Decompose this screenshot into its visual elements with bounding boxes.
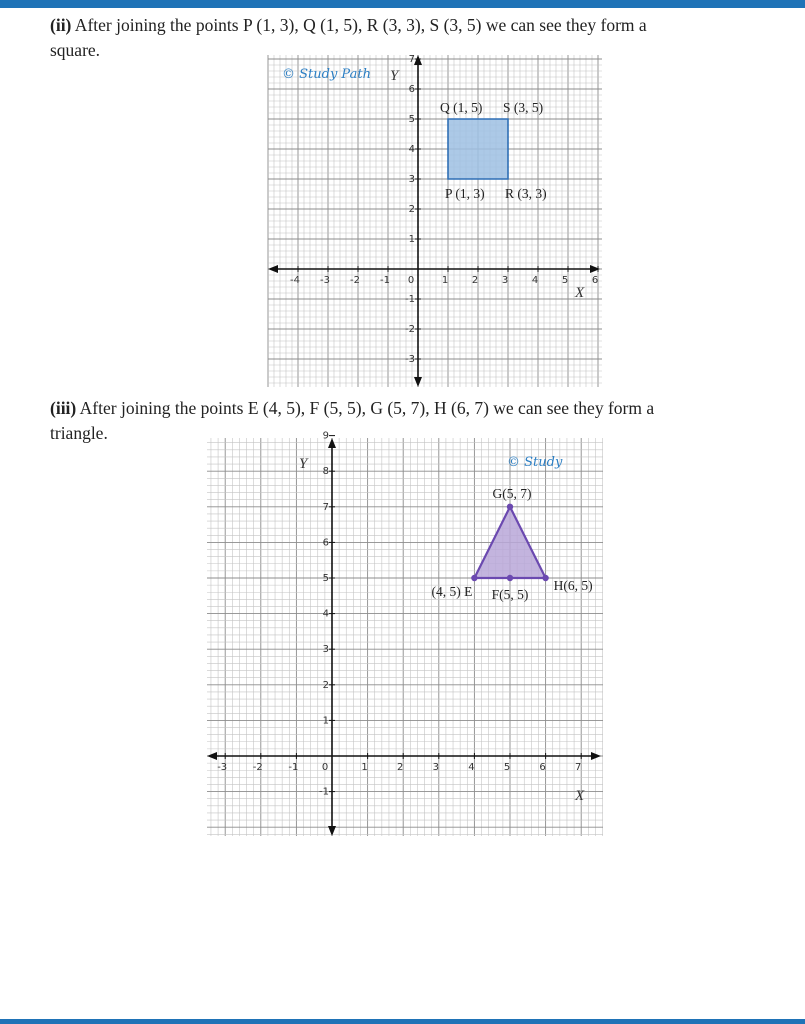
y-tick-label: 3 xyxy=(322,644,329,656)
x-tick-label: 1 xyxy=(441,275,449,286)
x-tick-label: 0 xyxy=(407,275,415,286)
x-tick-label: 5 xyxy=(561,275,569,286)
x-axis-arrow-left-icon xyxy=(207,752,217,760)
paragraph-ii-line1: After joining the points P (1, 3), Q (1, 5), R (3, 3), S (3, 5) we can see they form a xyxy=(71,15,647,35)
y-tick-label: 8 xyxy=(322,466,329,478)
x-tick-label: -3 xyxy=(217,762,228,773)
y-tick-label: 2 xyxy=(408,204,415,215)
point-label-h: H(6, 5) xyxy=(553,578,593,593)
x-tick-label: -2 xyxy=(350,275,360,286)
item-label-ii: (ii) xyxy=(50,15,72,35)
point-label-g: G(5, 7) xyxy=(492,485,532,501)
y-tick-label: 2 xyxy=(322,679,329,691)
y-axis-arrow-down-icon xyxy=(414,377,422,387)
y-tick-label: 6 xyxy=(322,537,329,549)
watermark-logo: © Study xyxy=(507,455,563,470)
y-tick-label: 7 xyxy=(408,54,415,65)
x-tick-label: 2 xyxy=(397,762,404,773)
y-axis-arrow-icon xyxy=(414,55,422,65)
x-axis-label: X xyxy=(575,285,585,301)
y-tick-label: 1 xyxy=(322,715,329,727)
x-tick-label: -2 xyxy=(252,762,263,773)
x-tick-label: 7 xyxy=(575,762,582,773)
y-tick-label: 9 xyxy=(322,430,329,442)
x-tick-label: 3 xyxy=(432,762,439,773)
x-tick-label: 6 xyxy=(539,762,546,773)
y-axis-label: Y xyxy=(390,68,399,84)
x-axis-arrow-icon xyxy=(591,752,601,760)
y-tick-label: 5 xyxy=(322,573,329,584)
bottom-brand-bar xyxy=(0,1019,805,1024)
x-tick-label: 1 xyxy=(361,762,368,773)
x-axis-arrow-left-icon xyxy=(268,265,278,273)
graph-triangle xyxy=(207,430,603,836)
y-tick-label: -2 xyxy=(405,324,415,335)
x-tick-label: -1 xyxy=(288,762,299,773)
y-tick-label: 3 xyxy=(408,174,415,185)
point-label-f: F(5, 5) xyxy=(491,587,529,602)
y-axis-label: Y xyxy=(299,456,308,472)
y-tick-label: -1 xyxy=(319,786,329,798)
x-axis-label: X xyxy=(575,788,585,804)
watermark-logo: © Study Path xyxy=(282,67,371,82)
y-tick-label: 1 xyxy=(408,234,415,245)
x-tick-label: 6 xyxy=(591,275,599,286)
point-marker-g xyxy=(507,504,513,510)
y-tick-label: 4 xyxy=(322,608,329,620)
item-label-iii: (iii) xyxy=(50,398,77,418)
x-tick-label: 0 xyxy=(321,762,329,773)
square-shape xyxy=(448,119,508,179)
y-tick-label: 7 xyxy=(322,501,329,513)
graph-square xyxy=(268,55,602,387)
point-label-s: S (3, 5) xyxy=(503,100,544,115)
x-tick-label: 5 xyxy=(503,762,511,773)
x-tick-label: 3 xyxy=(501,275,509,286)
y-tick-label: -1 xyxy=(405,294,415,305)
top-brand-bar xyxy=(0,0,805,8)
x-tick-label: -3 xyxy=(320,275,330,286)
point-label-r: R (3, 3) xyxy=(505,186,547,201)
x-tick-label: -1 xyxy=(380,275,390,286)
paragraph-ii-line2: square. xyxy=(50,40,101,60)
paragraph-iii-line2: triangle. xyxy=(50,423,108,443)
point-label-e: (4, 5) E xyxy=(431,584,473,599)
point-label-q: Q (1, 5) xyxy=(440,100,483,115)
paragraph-iii-line1: After joining the points E (4, 5), F (5, 5), G (5, 7), H (6, 7) we can see they form a xyxy=(76,398,655,418)
x-tick-label: 4 xyxy=(531,275,539,286)
x-tick-label: 4 xyxy=(468,762,475,773)
y-tick-label: -3 xyxy=(405,354,415,365)
y-tick-label: 5 xyxy=(408,114,415,125)
point-marker-f xyxy=(507,575,513,581)
x-tick-label: 2 xyxy=(471,275,479,286)
y-tick-label: 6 xyxy=(408,84,415,95)
x-tick-label: -4 xyxy=(290,275,300,286)
point-marker-h xyxy=(542,575,548,581)
point-label-p: P (1, 3) xyxy=(445,186,485,201)
point-marker-e xyxy=(471,575,477,581)
y-tick-label: 4 xyxy=(408,144,415,155)
